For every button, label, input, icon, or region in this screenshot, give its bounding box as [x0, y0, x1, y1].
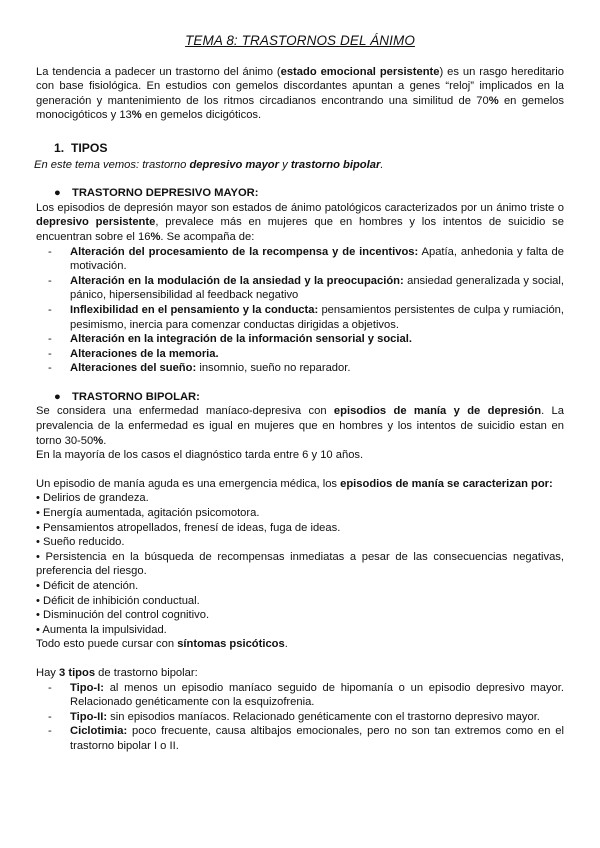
text-run: . Se acompaña de: — [160, 230, 255, 243]
text-run: en gemelos monocigóticos y 13 — [36, 94, 564, 122]
bold-text: Tipo-I: — [70, 681, 104, 694]
list-item: • Déficit de atención. — [36, 580, 139, 592]
bold-text: Alteración en la modulación de la ansiedad y la preocupación: — [70, 274, 404, 287]
bold-text: trastorno bipolar — [290, 158, 381, 171]
tipos-list — [36, 681, 564, 754]
dash-marker: - — [48, 333, 52, 346]
document-page — [36, 34, 564, 754]
text-run: . — [103, 434, 107, 447]
text-run: , prevalece más en mujeres que en hombres y los intentos de suicidio se encuentran sobre el 16 — [36, 216, 564, 243]
text-run: Los episodios de depresión mayor son estados de ánimo patológicos caracterizados por un ánimo triste o — [36, 201, 564, 214]
bipolar-paragraph-1 — [36, 404, 564, 448]
list-item — [48, 245, 565, 274]
text-run: En este tema vemos: trastorno — [34, 158, 190, 171]
heading-depresivo — [54, 186, 564, 201]
bipolar-paragraph-2: En la mayoría de los casos el diagnóstico tarda entre 6 y 10 años. — [36, 449, 364, 462]
bold-text: episodios de manía y de depresión — [333, 405, 542, 418]
dash-marker: - — [48, 245, 52, 258]
text-run: . La prevalencia de la enfermedad es igual en mujeres que en hombres y los intentos de suicidio estan en torno 30-50 — [36, 405, 564, 447]
list-item — [48, 332, 564, 347]
text-run: . — [380, 158, 384, 171]
list-item — [48, 724, 564, 753]
text-run: . — [284, 638, 288, 651]
bold-text: % — [93, 434, 104, 447]
list-item — [48, 303, 564, 332]
heading-bipolar — [54, 390, 564, 405]
text-run: insomnio, sueño no reparador. — [196, 362, 351, 375]
section-heading-tipos — [54, 141, 564, 156]
dash-marker: - — [48, 347, 52, 360]
bold-text: Alteración en la integración de la información sensorial y social. — [70, 333, 412, 346]
bipolar-paragraph-4 — [36, 637, 564, 652]
bold-text: % — [150, 230, 161, 243]
text-run: Hay — [36, 666, 60, 679]
text-run: Se considera una enfermedad maníaco-depresiva con — [36, 405, 334, 418]
list-item: • Aumenta la impulsividad. — [36, 623, 167, 636]
list-item: • Sueño reducido. — [36, 536, 125, 549]
list-item: • Pensamientos atropellados, frenesí de ideas, fuga de ideas. — [36, 521, 341, 534]
text-run: y — [279, 158, 291, 171]
text-run: al menos un episodio maníaco seguido de hipomanía o un episodio depresivo mayor. Relacionado genéticamente con la esquizofrenia. — [70, 681, 564, 709]
mania-list — [36, 491, 564, 637]
section-subtitle — [34, 158, 564, 173]
text-run: Todo esto puede cursar con — [36, 638, 178, 651]
dash-marker: - — [48, 274, 52, 287]
bold-text: episodios de manía se caracterizan por: — [340, 477, 553, 490]
bold-text: estado emocional persistente — [280, 65, 440, 78]
list-item — [48, 347, 564, 362]
bold-text: Inflexibilidad en el pensamiento y la conducta: — [70, 303, 319, 316]
depresivo-paragraph — [36, 201, 564, 245]
list-item: • Déficit de inhibición conductual. — [36, 594, 200, 607]
bold-text: Ciclotimia: — [70, 725, 128, 738]
bold-text: % — [131, 109, 142, 122]
bold-text: Alteraciones de la memoria. — [70, 347, 219, 360]
text-run: Un episodio de manía aguda es una emergencia médica, los — [36, 477, 341, 490]
dash-marker: - — [48, 681, 52, 694]
heading-bipolar-label: TRASTORNO BIPOLAR: — [72, 390, 200, 403]
list-item — [48, 710, 564, 725]
text-run: de trastorno bipolar: — [95, 666, 198, 679]
text-run: en gemelos dicigóticos. — [141, 109, 262, 122]
list-item — [48, 681, 564, 710]
bold-text: depresivo persistente — [36, 216, 156, 229]
dash-marker: - — [48, 362, 52, 375]
list-item — [48, 274, 565, 303]
bold-text: 3 tipos — [59, 666, 96, 679]
bipolar-paragraph-3 — [36, 477, 564, 492]
list-item: • Delirios de grandeza. — [36, 492, 149, 505]
section-title: TIPOS — [70, 140, 108, 155]
text-run: ansiedad generalizada y social, pánico, hipersensibilidad al feedback negativo — [70, 274, 565, 302]
bullet-icon: ● — [54, 187, 61, 200]
text-run: poco frecuente, causa altibajos emocionales, pero no son tan extremos como en el trastorno bipolar I o II. — [70, 725, 564, 752]
bold-text: Alteración del procesamiento de la recompensa y de incentivos: — [70, 245, 419, 258]
depresivo-list — [36, 245, 564, 376]
list-item: • Persistencia en la búsqueda de recompensas inmediatas a pesar de las consecuencias negativas, preferencia del riesgo. — [36, 550, 564, 578]
text-run: Apatía, anhedonia y falta de motivación. — [70, 245, 565, 273]
bold-text: % — [488, 94, 499, 107]
dash-marker: - — [48, 710, 52, 723]
bullet-icon: ● — [54, 390, 61, 403]
section-number: 1. — [54, 140, 65, 155]
list-item — [48, 361, 564, 376]
list-item: • Disminución del control cognitivo. — [36, 609, 210, 622]
bold-text: Tipo-II: — [70, 710, 108, 723]
text-run: ) es un rasgo hereditario con base fisiológica. En estudios con gemelos discordantes apuntan a genes “reloj” implicados en la generación y mantenimiento de los ritmos circadianos encontrando una similitud de 70 — [36, 65, 564, 107]
bipolar-paragraph-5 — [36, 666, 564, 681]
bold-text: depresivo mayor — [189, 158, 279, 171]
dash-marker: - — [48, 725, 52, 738]
intro-paragraph — [36, 65, 564, 123]
heading-depresivo-label: TRASTORNO DEPRESIVO MAYOR: — [72, 187, 259, 200]
list-item: • Energía aumentada, agitación psicomotora. — [36, 507, 260, 520]
text-run: pensamientos persistentes de culpa y rumiación, pesimismo, inercia para comenzar conductas dirigidas a objetivos. — [70, 303, 564, 331]
text-run: sin episodios maníacos. Relacionado genéticamente con el trastorno depresivo mayor. — [107, 710, 540, 723]
bold-text: síntomas psicóticos — [177, 638, 285, 651]
text-run: La tendencia a padecer un trastorno del ánimo ( — [36, 65, 281, 78]
page-title: TEMA 8: TRASTORNOS DEL ÁNIMO — [185, 33, 415, 48]
bold-text: Alteraciones del sueño: — [70, 362, 197, 375]
dash-marker: - — [48, 303, 52, 316]
